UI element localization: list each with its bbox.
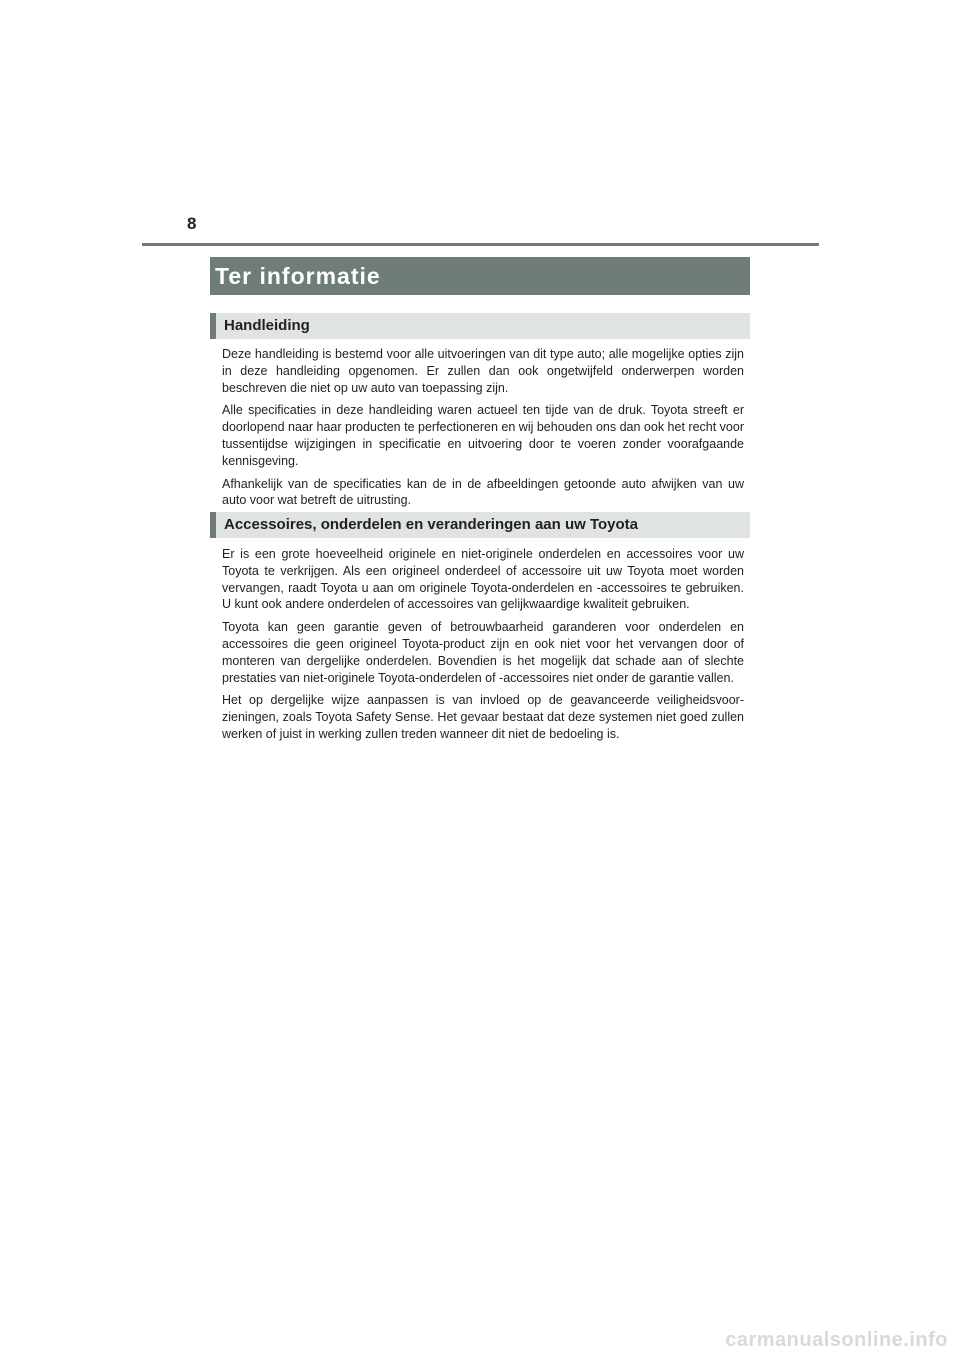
section-title: Accessoires, onderdelen en veranderingen aan uw Toyota	[224, 516, 639, 533]
section-title: Handleiding	[224, 317, 310, 334]
paragraph: Het op dergelijke wijze aanpassen is van invloed op de geavanceerde veiligheidsvoor-zieningen, zoals Toyota Safety Sense. Het gevaar bestaat dat deze systemen niet goed zullen werken of juist in werking zullen treden wanneer dit niet de bedoeling is.	[222, 693, 744, 741]
header-rule	[142, 243, 819, 246]
watermark: carmanualsonline.info	[725, 1329, 948, 1351]
section-body-accessoires	[222, 546, 744, 749]
paragraph: Er is een grote hoeveelheid originele en niet-originele onderdelen en accessoires voor uw Toyota te verkrijgen. Als een origineel onderdeel of accessoire uit uw Toyota moet worden vervangen, raadt Toyota u aan om originele Toyota-onderdelen en -accessoires te gebruiken. U kunt ook andere onderdelen of accessoires van gelijkwaardige kwaliteit gebruiken.	[222, 547, 744, 612]
chapter-title: Ter informatie	[215, 263, 381, 289]
section-header-accessoires	[210, 512, 750, 538]
section-body-handleiding	[222, 346, 744, 515]
paragraph: Deze handleiding is bestemd voor alle uitvoeringen van dit type auto; alle mogelijke opties zijn in deze handleiding opgenomen. Er zullen dan ook ongetwijfeld onderwerpen worden beschreven die niet op uw auto van toepassing zijn.	[222, 347, 744, 395]
section-header-handleiding	[210, 313, 750, 339]
paragraph: Afhankelijk van de specificaties kan de in de afbeeldingen getoonde auto afwijken van uw auto voor wat betreft de uitrusting.	[222, 476, 744, 508]
paragraph: Toyota kan geen garantie geven of betrouwbaarheid garanderen voor onderdelen en accessoires die geen origineel Toyota-product zijn en ook niet voor het vervangen door of monteren van dergelijke onderdelen. Bovendien is het mogelijk dat schade aan of slechte prestaties van niet-originele Toyota-onderdelen of -accessoires niet onder de garantie vallen.	[222, 620, 744, 685]
page-number: 8	[187, 214, 197, 233]
paragraph: Alle specificaties in deze handleiding waren actueel ten tijde van de druk. Toyota streeft er doorlopend naar haar producten te perfectioneren en wij behouden ons dan ook het recht voor tussentijdse wijzigingen in specificatie en uitvoering door te voeren zonder voorafgaande kennisgeving.	[222, 403, 744, 468]
chapter-header	[210, 257, 750, 295]
